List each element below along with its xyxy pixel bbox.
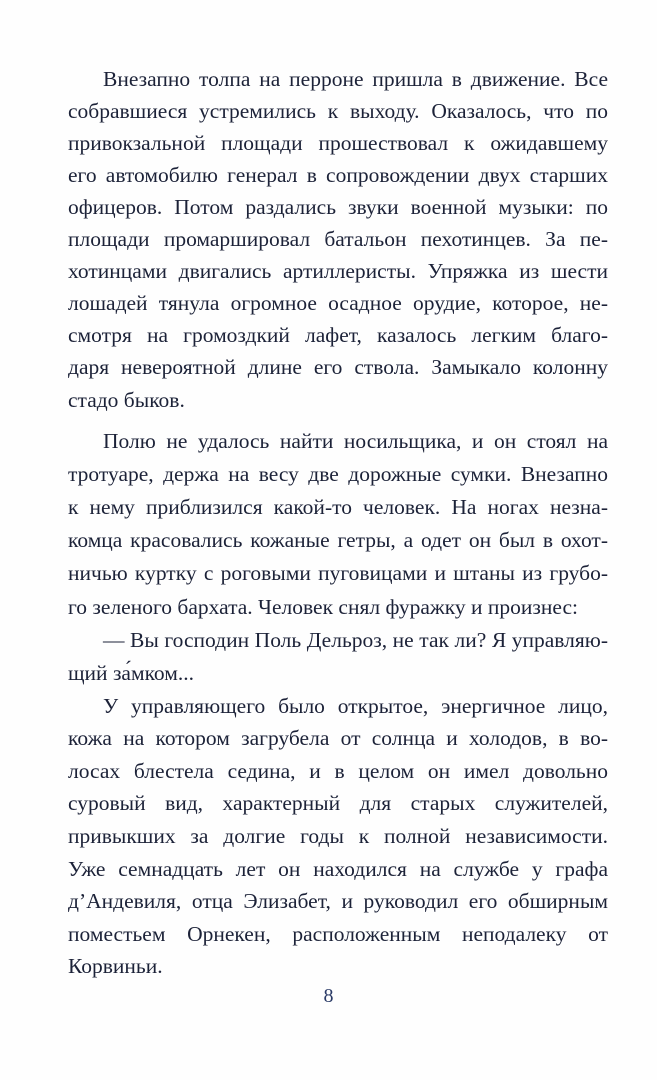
text-line: стадо быков. xyxy=(68,387,185,412)
text-line: ничью куртку с роговыми пуговицами и штаны из грубо- xyxy=(68,561,608,586)
text-line: Уже семнадцать лет он находился на службе у графа xyxy=(68,856,608,881)
text-line: даря невероятной длине его ствола. Замыкало колонну xyxy=(68,355,608,380)
text-line: офицеров. Потом раздались звуки военной музыки: по xyxy=(68,194,608,219)
text-line: суровый вид, характерный для старых служителей, xyxy=(68,791,608,816)
text-line: привыкших за долгие годы к полной независимости. xyxy=(68,823,608,848)
text-line: д’Андевиля, отца Элизабет, и руководил его обширным xyxy=(68,889,608,914)
text-line: поместьем Орнекен, расположенным неподалеку от xyxy=(68,921,608,946)
text-line: лосах блестела седина, и в целом он имел довольно xyxy=(68,758,608,783)
text-line: кожа на котором загрубела от солнца и холодов, в во- xyxy=(68,726,608,751)
text-line: Корвиньи. xyxy=(68,954,163,979)
text-line: го зеленого бархата. Человек снял фуражку и произнес: xyxy=(68,594,578,619)
text-line: У управляющего было открытое, энергичное лицо, xyxy=(103,693,608,718)
text-line: собравшиеся устремились к выходу. Оказалось, что по xyxy=(68,98,608,123)
text-line: — Вы господин Поль Дельроз, не так ли? Я управляю- xyxy=(103,627,608,652)
text-line: привокзальной площади прошествовал к ожидавшему xyxy=(68,130,608,155)
text-line: площади промаршировал батальон пехотинцев. За пе- xyxy=(68,227,608,251)
page-number: 8 xyxy=(323,985,334,1007)
text-line: Полю не удалось найти носильщика, и он стоял на xyxy=(103,428,608,453)
text-line: к нему приблизился какой-то человек. На ногах незна- xyxy=(68,494,608,519)
text-line: тротуаре, держа на весу две дорожные сумки. Внезапно xyxy=(68,461,608,486)
text-line: его автомобилю генерал в сопровождении двух старших xyxy=(68,162,608,187)
text-line: Внезапно толпа на перроне пришла в движение. Все xyxy=(103,66,608,91)
text-line: хотинцами двигались артиллеристы. Упряжка из шести xyxy=(68,259,608,284)
text-line: лошадей тянула огромное осадное орудие, которое, не- xyxy=(68,291,608,316)
text-line: комца красовались кожаные гетры, а одет он был в охот- xyxy=(68,528,608,553)
text-line: смотря на громоздкий лафет, казалось легким благо- xyxy=(68,323,608,348)
text-line: щий за́мком... xyxy=(68,660,195,685)
